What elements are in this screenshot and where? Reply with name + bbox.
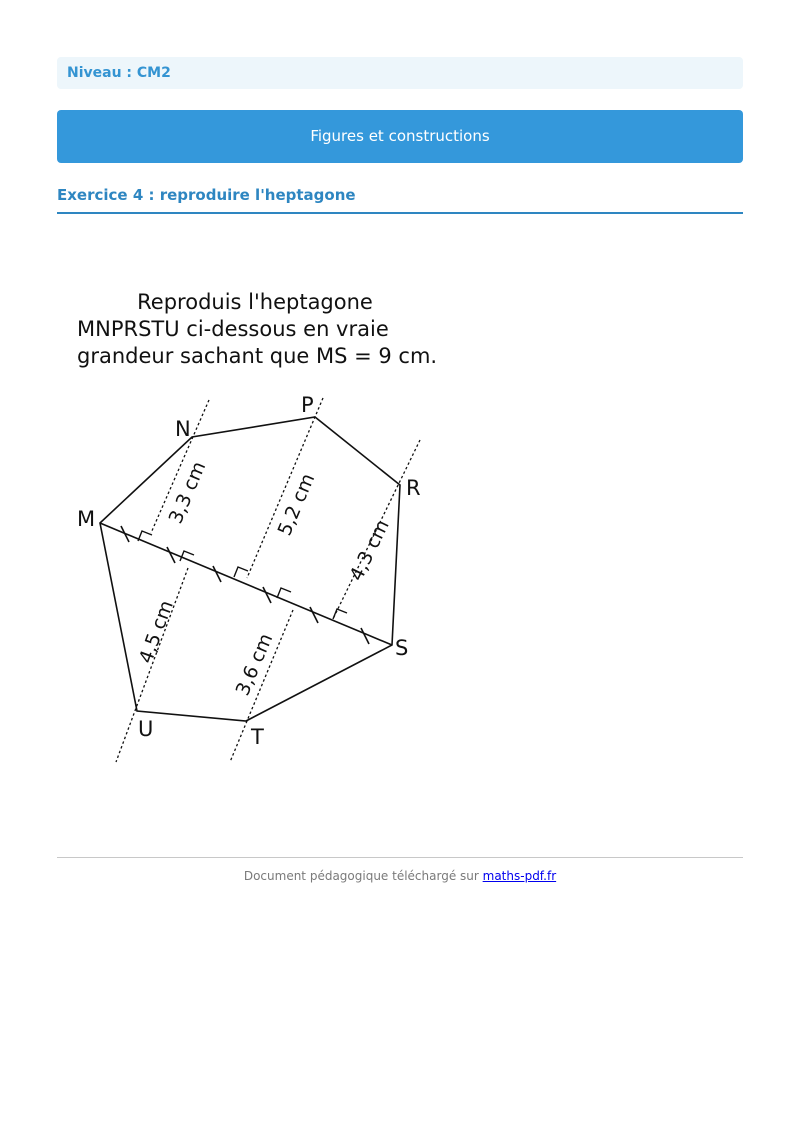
tick-mark — [213, 566, 221, 582]
vertex-label-m: M — [77, 507, 96, 531]
vertex-label-t: T — [251, 725, 264, 749]
tick-mark — [310, 607, 318, 623]
distance-label-n: 3,3 cm — [164, 458, 211, 527]
distance-label-u: 4,5 cm — [134, 597, 178, 667]
instruction-line-2: MNPRSTU ci-dessous en vraie — [77, 317, 389, 341]
vertex-label-u: U — [138, 717, 154, 741]
footer-divider — [57, 857, 743, 858]
heptagon-figure — [70, 285, 510, 775]
dotted-lines — [116, 398, 420, 762]
diagonal-ms — [100, 523, 392, 645]
tick-mark — [361, 628, 369, 644]
vertex-label-r: R — [406, 476, 421, 500]
vertex-label-p: P — [301, 393, 314, 417]
level-label: Niveau : CM2 — [57, 57, 743, 89]
instruction-line-1: Reproduis l'heptagone — [137, 290, 373, 314]
tick-mark — [167, 547, 175, 563]
distance-label-r: 4,3 cm — [345, 516, 394, 585]
distance-label-p: 5,2 cm — [273, 470, 320, 539]
exercise-title: Exercice 4 : reproduire l'heptagone — [57, 185, 743, 214]
right-angle-mark-t — [277, 588, 291, 598]
footer-link[interactable]: maths-pdf.fr — [482, 869, 557, 883]
distance-label-t: 3,6 cm — [231, 630, 278, 699]
footer — [57, 869, 743, 883]
tick-mark — [263, 587, 271, 603]
right-angle-mark-r — [333, 609, 347, 619]
instruction-line-3: grandeur sachant que MS = 9 cm. — [77, 344, 438, 368]
vertex-label-n: N — [175, 417, 191, 441]
right-angle-mark-p — [234, 567, 248, 577]
section-banner: Figures et constructions — [57, 110, 743, 163]
footer-text: Document pédagogique téléchargé sur — [243, 869, 483, 883]
vertex-label-s: S — [395, 636, 409, 660]
